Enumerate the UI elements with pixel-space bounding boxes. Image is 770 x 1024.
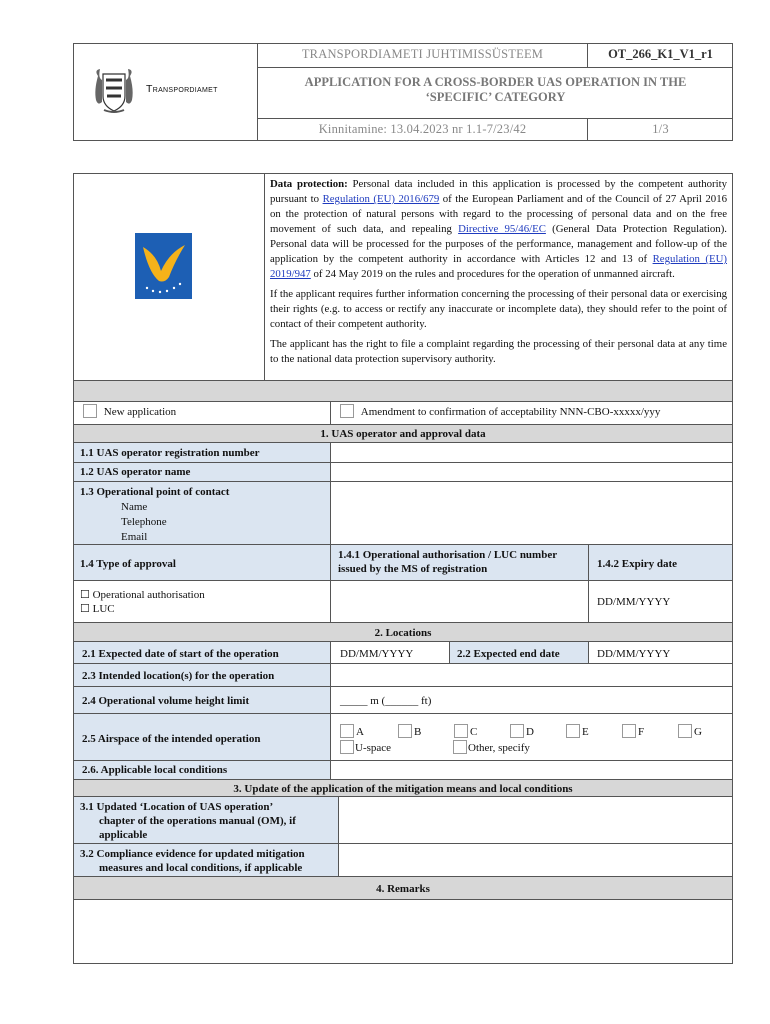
airspace-label: 2.5 Airspace of the intended operation bbox=[82, 733, 261, 745]
airspace-a-label: A bbox=[356, 726, 364, 738]
intended-location-label: 2.3 Intended location(s) for the operation bbox=[82, 670, 275, 682]
airspace-option-e[interactable] bbox=[566, 724, 589, 739]
regulation-2019-947-link[interactable]: Regulation (EU) 2019/947 bbox=[270, 253, 727, 280]
contact-email-label: Email bbox=[121, 531, 148, 543]
section-4-header: 4. Remarks bbox=[74, 876, 732, 900]
other-airspace-checkbox[interactable] bbox=[453, 740, 467, 754]
point-of-contact-label: 1.3 Operational point of contact bbox=[80, 486, 230, 498]
start-date-input[interactable]: DD/MM/YYYY bbox=[340, 648, 414, 660]
uspace-checkbox[interactable] bbox=[340, 740, 354, 754]
section-2-header: 2. Locations bbox=[74, 622, 732, 642]
height-limit-input[interactable]: _____ m (______ ft) bbox=[340, 695, 432, 707]
airspace-c-label: C bbox=[470, 726, 478, 738]
height-limit-label: 2.4 Operational volume height limit bbox=[82, 695, 250, 707]
point-of-contact-input[interactable] bbox=[332, 482, 732, 544]
updated-location-label-line1: 3.1 Updated ‘Location of UAS operation’ bbox=[80, 801, 274, 813]
airspace-a-checkbox[interactable] bbox=[340, 724, 354, 738]
data-protection-p1b: of the European Parliament and of the Council of 27 April 2016 on the protection of natural persons with regard to the processing of personal data and on the free movement of such data, and repealing bbox=[270, 193, 727, 235]
updated-location-input[interactable] bbox=[340, 798, 732, 843]
airspace-option-uspace[interactable] bbox=[340, 740, 391, 755]
data-protection-p3: The applicant has the right to file a complaint regarding the processing of their personal data at any time to the national data protection supervisory authority. bbox=[270, 338, 727, 365]
data-protection-p2: If the applicant requires further information concerning the processing of their personal data or exercising their rights (e.g. to access or rectify any inaccurate or incomplete data), they should refer to the point of contact of their competent authority. bbox=[270, 288, 727, 330]
amendment-label: Amendment to confirmation of acceptability NNN-CBO-xxxxx/yyy bbox=[360, 406, 661, 418]
airspace-option-d[interactable] bbox=[510, 724, 534, 739]
form-title-line2: ‘SPECIFIC’ CATEGORY bbox=[425, 90, 566, 104]
luc-option[interactable]: ☐ LUC bbox=[80, 603, 115, 615]
airspace-option-a[interactable] bbox=[340, 724, 364, 739]
uspace-label: U-space bbox=[355, 742, 392, 754]
compliance-evidence-input[interactable] bbox=[340, 845, 732, 876]
operational-authorisation-option[interactable]: ☐ Operational authorisation bbox=[80, 589, 205, 601]
data-protection-label: Data protection: bbox=[270, 178, 348, 190]
management-system: TRANSPORDIAMETI JUHTIMISSÜSTEEM bbox=[301, 47, 544, 61]
end-date-label: 2.2 Expected end date bbox=[457, 648, 560, 660]
start-date-label: 2.1 Expected date of start of the operation bbox=[82, 648, 279, 660]
local-conditions-label: 2.6. Applicable local conditions bbox=[82, 764, 228, 776]
airspace-e-label: E bbox=[582, 726, 589, 738]
approval-reference: Kinnitamine: 13.04.2023 nr 1.1-7/23/42 bbox=[318, 122, 527, 136]
airspace-b-checkbox[interactable] bbox=[398, 724, 412, 738]
amendment-checkbox[interactable] bbox=[340, 404, 354, 418]
section-1-header: 1. UAS operator and approval data bbox=[74, 424, 732, 443]
airspace-g-label: G bbox=[694, 726, 702, 738]
airspace-c-checkbox[interactable] bbox=[454, 724, 468, 738]
org-logo-text: Transpordiamet bbox=[146, 83, 218, 95]
compliance-evidence-label-line2: measures and local conditions, if applicable bbox=[99, 862, 303, 874]
operator-name-input[interactable] bbox=[332, 463, 732, 481]
airspace-e-checkbox[interactable] bbox=[566, 724, 580, 738]
coat-of-arms-icon bbox=[92, 66, 136, 114]
amendment-option[interactable] bbox=[340, 404, 660, 418]
data-protection-p1a: Personal data included in this application is processed by the competent authority pursuant to bbox=[270, 178, 727, 205]
other-airspace-label: Other, specify bbox=[468, 742, 530, 754]
airspace-f-checkbox[interactable] bbox=[622, 724, 636, 738]
type-of-approval-label: 1.4 Type of approval bbox=[80, 558, 176, 570]
updated-location-label-line2: chapter of the operations manual (OM), if bbox=[99, 815, 296, 827]
contact-name-label: Name bbox=[121, 501, 148, 513]
new-application-label: New application bbox=[103, 406, 177, 418]
easa-logo-icon bbox=[135, 233, 192, 299]
operator-registration-number-input[interactable] bbox=[332, 444, 732, 462]
form-title-line1: APPLICATION FOR A CROSS-BORDER UAS OPERATION IN THE bbox=[304, 75, 687, 89]
section-3-header: 3. Update of the application of the mitigation means and local conditions bbox=[74, 779, 732, 797]
airspace-option-g[interactable] bbox=[678, 724, 702, 739]
data-protection-text bbox=[270, 177, 727, 367]
airspace-g-checkbox[interactable] bbox=[678, 724, 692, 738]
airspace-d-checkbox[interactable] bbox=[510, 724, 524, 738]
airspace-f-label: F bbox=[638, 726, 645, 738]
contact-telephone-label: Telephone bbox=[121, 516, 167, 528]
expiry-date-input[interactable]: DD/MM/YYYY bbox=[597, 596, 671, 608]
airspace-option-f[interactable] bbox=[622, 724, 644, 739]
end-date-input[interactable]: DD/MM/YYYY bbox=[597, 648, 671, 660]
expiry-date-label: 1.4.2 Expiry date bbox=[597, 558, 678, 570]
spacer-row bbox=[74, 380, 732, 402]
data-protection-p1c: (General Data Protection Regulation). Personal data will be processed for the purposes of the performance, management and follow-up of the application by the competent authority in accordance with Articles 12 and 13 of bbox=[270, 223, 727, 265]
operator-registration-number-label: 1.1 UAS operator registration number bbox=[80, 447, 260, 459]
compliance-evidence-label-line1: 3.2 Compliance evidence for updated mitigation bbox=[80, 848, 305, 860]
local-conditions-input[interactable] bbox=[332, 761, 732, 779]
intended-location-input[interactable] bbox=[332, 665, 732, 686]
data-protection-p1d: of 24 May 2019 on the rules and procedures for the operation of unmanned aircraft. bbox=[310, 268, 675, 280]
authorisation-number-input[interactable] bbox=[332, 582, 587, 622]
page-number: 1/3 bbox=[652, 122, 669, 136]
new-application-option[interactable] bbox=[83, 404, 176, 418]
authorisation-number-label: 1.4.1 Operational authorisation / LUC number issued by the MS of registration bbox=[338, 549, 557, 575]
airspace-option-other[interactable] bbox=[453, 740, 530, 755]
directive-95-46-link[interactable]: Directive 95/46/EC bbox=[458, 223, 546, 235]
document-code: OT_266_K1_V1_r1 bbox=[608, 47, 713, 61]
new-application-checkbox[interactable] bbox=[83, 404, 97, 418]
airspace-option-c[interactable] bbox=[454, 724, 477, 739]
airspace-option-b[interactable] bbox=[398, 724, 421, 739]
regulation-2016-679-link[interactable]: Regulation (EU) 2016/679 bbox=[322, 193, 440, 205]
airspace-d-label: D bbox=[526, 726, 534, 738]
airspace-b-label: B bbox=[414, 726, 422, 738]
operator-name-label: 1.2 UAS operator name bbox=[80, 466, 191, 478]
updated-location-label-line3: applicable bbox=[99, 829, 148, 841]
remarks-input[interactable] bbox=[74, 900, 732, 963]
